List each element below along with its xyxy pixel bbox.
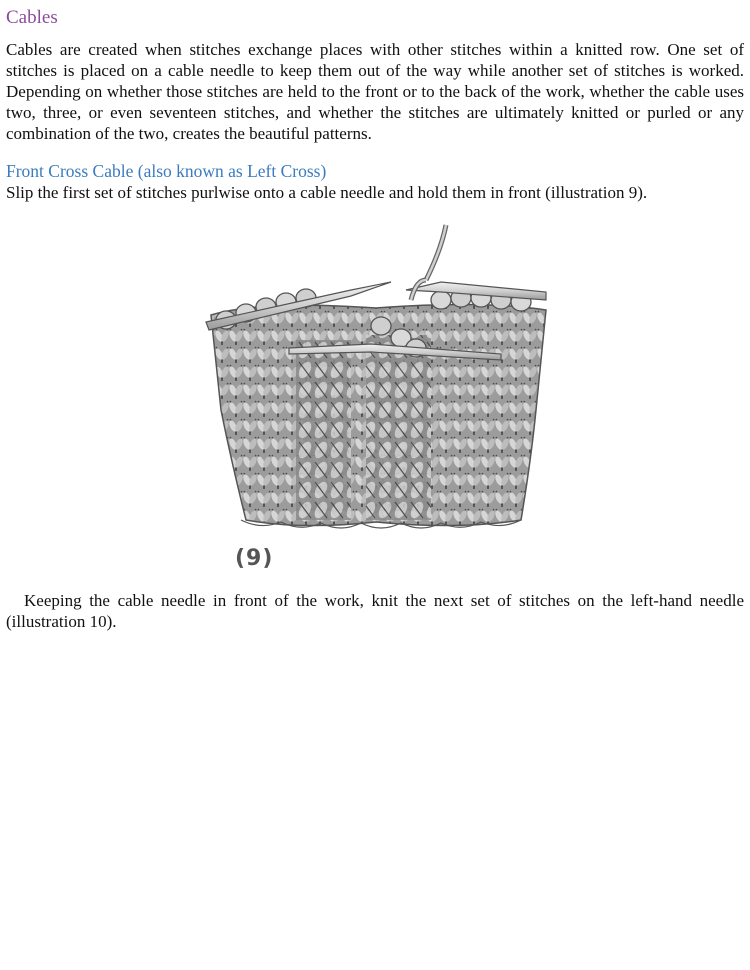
figure-caption: (9) [235,546,274,571]
intro-paragraph: Cables are created when stitches exchange places with other stitches within a knitted row. One set of stitches is placed on a cable needle to keep them out of the way while another set of stitches is worked. Depending on whether those stitches are held to the front or to the back of the work, whether the cable uses two, three, or even seventeen stitches, and whether the stitches are ultimately knitted or purled or any combination of the two, creates the beautiful patterns. [6,40,744,143]
section-title: Cables [6,7,58,28]
document-page [6,0,744,203]
continuation-paragraph: Keeping the cable needle in front of the work, knit the next set of stitches on the left-hand needle (illustration 10). [6,591,744,631]
knitting-illustration-icon [201,220,550,572]
subsection-title: Front Cross Cable (also known as Left Cross) [6,161,327,181]
instruction-paragraph: Slip the first set of stitches purlwise onto a cable needle and hold them in front (illustration 9). [6,183,648,202]
illustration-9 [201,220,550,572]
